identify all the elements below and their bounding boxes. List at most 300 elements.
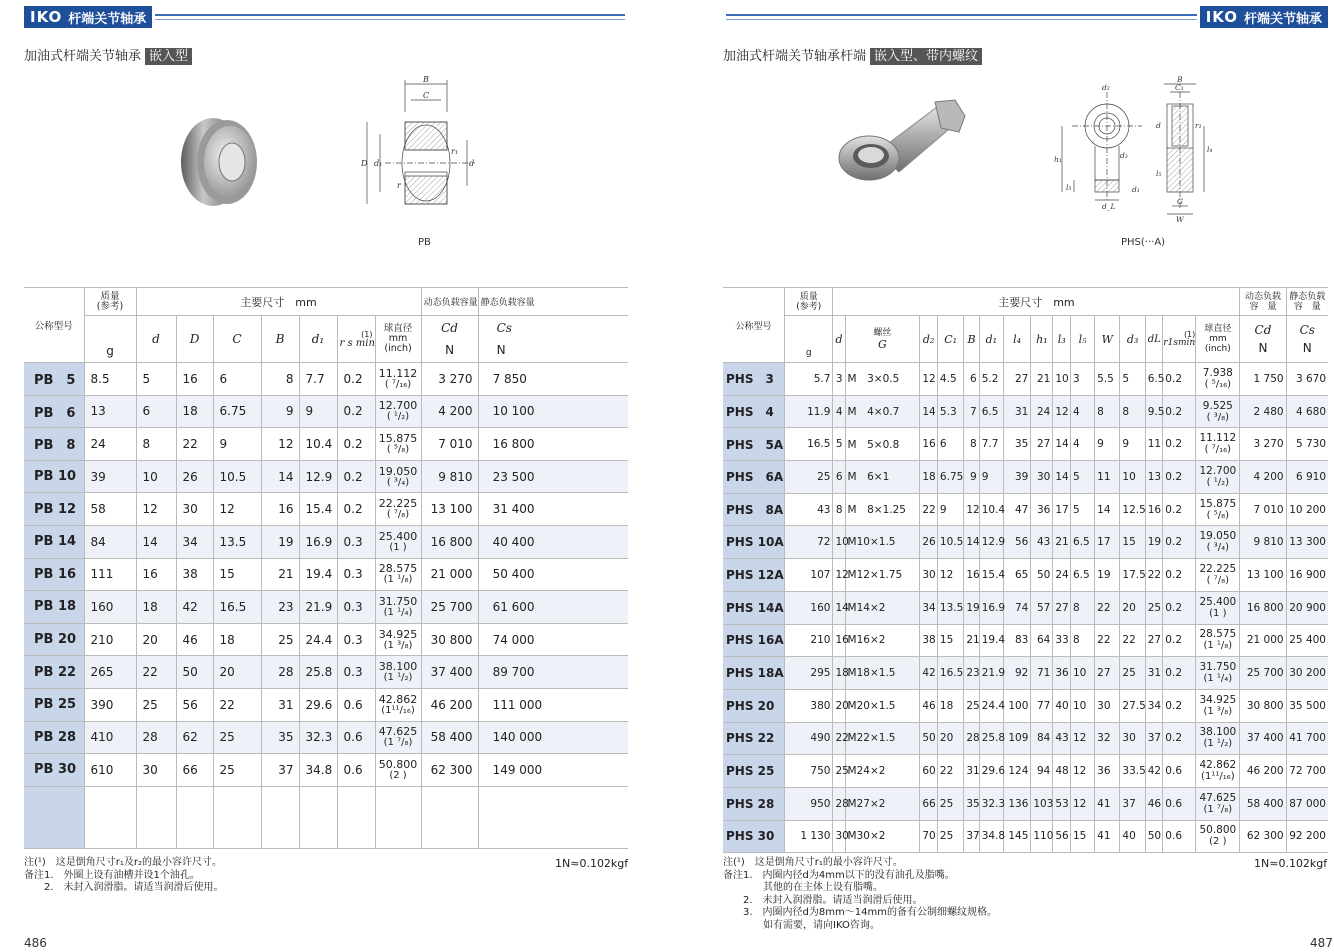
table-filler-row [24, 786, 628, 848]
cell-ball-diameter [1196, 787, 1240, 820]
cell-d: 6 [833, 461, 845, 494]
cell-cs: 31 400 [478, 493, 628, 526]
col-cs [478, 316, 628, 363]
cell-model: PHS 3 [723, 363, 785, 396]
cell-l3: 10 [1053, 363, 1071, 396]
cell-G: M14×2 [845, 591, 920, 624]
cell-D: 34 [176, 525, 213, 558]
page-number: 486 [24, 936, 47, 950]
cell-B: 31 [964, 755, 979, 788]
cell-d: 22 [833, 722, 845, 755]
cell-C: 18 [213, 623, 261, 656]
cell-C1: 5.3 [937, 395, 963, 428]
cell-h1: 110 [1031, 820, 1053, 853]
cell-d: 12 [136, 493, 176, 526]
cell-dL: 27 [1145, 624, 1163, 657]
table-row [24, 395, 628, 428]
col-cs [1286, 316, 1328, 363]
cell-model: PHS 28 [723, 787, 785, 820]
cell-d: 10 [136, 460, 176, 493]
cell-d2: 50 [920, 722, 938, 755]
label-d1: d₁ [1132, 185, 1140, 194]
cell-d1: 9 [299, 395, 337, 428]
ball-unit: mm [388, 333, 408, 344]
cell-W: 30 [1095, 689, 1120, 722]
cell-cs: 149 000 [478, 754, 628, 787]
cell-B: 7 [964, 395, 979, 428]
cell-d: 20 [833, 689, 845, 722]
ball-mm: 47.625 [1199, 791, 1237, 804]
col-B: B [964, 316, 979, 363]
table-row [723, 689, 1328, 722]
cell-mass: 210 [84, 623, 136, 656]
col-stat-load: 静态负载容量 [478, 288, 628, 316]
note-line: 注(¹) 这是倒角尺寸r₁及r₂的最小容许尺寸。 [24, 857, 223, 868]
cell-dL: 16 [1145, 493, 1163, 526]
cell-C1: 22 [937, 755, 963, 788]
cell-d: 30 [136, 754, 176, 787]
cell-cd: 46 200 [421, 688, 478, 721]
ball-inch: (1¹¹/₁₆) [381, 704, 415, 716]
col-h1: h₁ [1031, 316, 1053, 363]
cell-d3: 30 [1120, 722, 1145, 755]
ball-mm: 22.225 [378, 497, 418, 511]
cell-l5: 5 [1070, 461, 1094, 494]
cell-B: 19 [261, 525, 299, 558]
cell-W: 27 [1095, 657, 1120, 690]
cell-cs: 140 000 [478, 721, 628, 754]
cell-l3: 48 [1053, 755, 1071, 788]
label-dl: d_L [1102, 202, 1116, 211]
table-row [723, 591, 1328, 624]
cell-r: 0.2 [1163, 493, 1196, 526]
cell-C1: 4.5 [937, 363, 963, 396]
cell-mass: 72 [785, 526, 833, 559]
cell-dL: 50 [1145, 820, 1163, 853]
cs-label: Cs [1299, 323, 1315, 337]
cell-d3: 5 [1120, 363, 1145, 396]
cell-ball-diameter [375, 428, 421, 461]
cell-cs: 25 400 [1286, 624, 1328, 657]
cell-d: 18 [833, 657, 845, 690]
cell-h1: 43 [1031, 526, 1053, 559]
cell-model: PHS 18A [723, 657, 785, 690]
ball-inch: (inch) [384, 343, 412, 354]
ball-inch: (1 ⁷/₈) [1203, 803, 1233, 815]
cell-G: M22×1.5 [845, 722, 920, 755]
cell-l5: 10 [1070, 657, 1094, 690]
page-header [723, 6, 1328, 28]
cell-model: PHS 12A [723, 559, 785, 592]
table-row [24, 428, 628, 461]
figure-caption: PB [418, 237, 431, 248]
subtitle-tag: 嵌入型 [145, 48, 192, 65]
col-l5: l₅ [1070, 316, 1094, 363]
cell-C: 25 [213, 754, 261, 787]
col-C1: C₁ [937, 316, 963, 363]
cell-d3: 27.5 [1120, 689, 1145, 722]
cell-d: 16 [833, 624, 845, 657]
cell-d: 8 [136, 428, 176, 461]
cell-ball-diameter [375, 395, 421, 428]
cell-rs: 0.6 [337, 754, 375, 787]
col-D: D [176, 316, 213, 363]
cell-C: 9 [213, 428, 261, 461]
brand-box [1200, 6, 1328, 28]
cell-d: 28 [833, 787, 845, 820]
cell-l4: 74 [1003, 591, 1030, 624]
cell-cd: 4 200 [421, 395, 478, 428]
table-row [723, 559, 1328, 592]
note-line: 2. 未封入润滑脂。请适当润滑后使用。 [723, 894, 923, 906]
cell-rs: 0.2 [337, 428, 375, 461]
ball-inch: ( ³/₄) [386, 476, 410, 488]
cell-d: 12 [833, 559, 845, 592]
ball-inch: (2 ) [1209, 836, 1227, 848]
cell-cs: 30 200 [1286, 657, 1328, 690]
cell-C: 16.5 [213, 591, 261, 624]
cell-l4: 47 [1003, 493, 1030, 526]
cell-d1: 32.3 [979, 787, 1003, 820]
cell-W: 41 [1095, 787, 1120, 820]
cell-C1: 9 [937, 493, 963, 526]
cell-B: 9 [261, 395, 299, 428]
cell-cs: 10 100 [478, 395, 628, 428]
label-h1: h₁ [1054, 155, 1062, 164]
ball-unit: mm [1209, 334, 1227, 344]
cell-h1: 77 [1031, 689, 1053, 722]
cell-C1: 10.5 [937, 526, 963, 559]
cell-dL: 46 [1145, 787, 1163, 820]
phs-table-body [723, 363, 1328, 853]
cell-d3: 17.5 [1120, 559, 1145, 592]
cell-rs: 0.3 [337, 623, 375, 656]
cell-h1: 30 [1031, 461, 1053, 494]
ball-mm: 42.862 [1199, 759, 1237, 772]
cell-ball-diameter [1196, 461, 1240, 494]
empty-cell [478, 786, 628, 848]
ball-inch: ( ⁵/₁₆) [1204, 378, 1232, 390]
cell-mass: 210 [785, 624, 833, 657]
cell-d: 8 [833, 493, 845, 526]
cell-d: 5 [136, 363, 176, 396]
cell-r: 0.2 [1163, 657, 1196, 690]
col-ball [1196, 316, 1240, 363]
product-subtitle [723, 45, 982, 64]
cell-d: 16 [136, 558, 176, 591]
cell-ball-diameter [375, 558, 421, 591]
cell-C1: 16.5 [937, 657, 963, 690]
cell-model: PB 14 [24, 525, 84, 558]
header-rule [152, 6, 628, 28]
cell-ball-diameter [1196, 591, 1240, 624]
cell-dL: 6.5 [1145, 363, 1163, 396]
ball-inch: (1¹¹/₁₆) [1201, 771, 1235, 783]
ball-mm: 7.938 [1202, 366, 1233, 379]
ball-mm: 50.800 [378, 757, 418, 771]
cell-l5: 4 [1070, 395, 1094, 428]
cell-mass: 1 130 [785, 820, 833, 853]
cell-C: 13.5 [213, 525, 261, 558]
cell-cd: 16 800 [421, 525, 478, 558]
cell-d1: 10.4 [299, 428, 337, 461]
cell-mass: 490 [785, 722, 833, 755]
cell-h1: 57 [1031, 591, 1053, 624]
ball-mm: 12.700 [378, 399, 418, 413]
ball-inch: (1 ³/₈) [1203, 705, 1233, 717]
cell-l5: 12 [1070, 787, 1094, 820]
cell-d3: 33.5 [1120, 755, 1145, 788]
ball-inch: (inch) [1204, 344, 1231, 354]
cell-d3: 12.5 [1120, 493, 1145, 526]
table-row [723, 722, 1328, 755]
cell-l3: 53 [1053, 787, 1071, 820]
cell-mass: 24 [84, 428, 136, 461]
col-C: C [213, 316, 261, 363]
col-model: 公称型号 [24, 288, 84, 363]
col-B: B [261, 316, 299, 363]
cell-D: 66 [176, 754, 213, 787]
cell-C1: 6.75 [937, 461, 963, 494]
cell-r: 0.2 [1163, 624, 1196, 657]
cell-d2: 60 [920, 755, 938, 788]
cell-h1: 64 [1031, 624, 1053, 657]
cell-cs: 10 200 [1286, 493, 1328, 526]
cell-d2: 18 [920, 461, 938, 494]
cell-ball-diameter [375, 754, 421, 787]
ball-inch: ( ³/₈) [1206, 411, 1230, 423]
cell-cs: 4 680 [1286, 395, 1328, 428]
cell-C: 20 [213, 656, 261, 689]
cd-label: Cd [441, 321, 458, 335]
cell-B: 37 [964, 820, 979, 853]
cell-C1: 15 [937, 624, 963, 657]
cell-cd: 30 800 [421, 623, 478, 656]
empty-cell [84, 786, 136, 848]
cell-C1: 12 [937, 559, 963, 592]
cell-d2: 38 [920, 624, 938, 657]
bearing-photo [175, 112, 265, 212]
cs-unit: N [1302, 341, 1312, 355]
cell-d1: 25.8 [979, 722, 1003, 755]
figure-caption: PHS(···A) [1121, 237, 1166, 248]
cell-d2: 26 [920, 526, 938, 559]
cell-mass: 107 [785, 559, 833, 592]
cell-W: 17 [1095, 526, 1120, 559]
cell-ball-diameter [1196, 755, 1240, 788]
cell-B: 31 [261, 688, 299, 721]
cell-W: 41 [1095, 820, 1120, 853]
cell-mass: 43 [785, 493, 833, 526]
col-mass: 质量 (参考) [785, 288, 833, 316]
cell-l3: 40 [1053, 689, 1071, 722]
cell-d: 6 [136, 395, 176, 428]
table-row [24, 754, 628, 787]
cell-W: 36 [1095, 755, 1120, 788]
cell-h1: 94 [1031, 755, 1053, 788]
cell-B: 8 [964, 428, 979, 461]
ball-inch: ( ⁷/₁₆) [384, 378, 412, 390]
label-D: D [361, 159, 368, 168]
col-model: 公称型号 [723, 288, 785, 363]
empty-cell [299, 786, 337, 848]
page-header [24, 6, 628, 28]
cell-cd: 9 810 [1240, 526, 1286, 559]
label-W: W [1176, 215, 1184, 224]
cell-model: PB 22 [24, 656, 84, 689]
table-row [24, 656, 628, 689]
cell-B: 14 [964, 526, 979, 559]
cell-model: PHS 25 [723, 755, 785, 788]
ball-mm: 31.750 [1199, 661, 1237, 674]
cell-d1: 15.4 [299, 493, 337, 526]
cell-W: 32 [1095, 722, 1120, 755]
cell-d: 22 [136, 656, 176, 689]
cell-d1: 9 [979, 461, 1003, 494]
cell-C: 10.5 [213, 460, 261, 493]
cell-ball-diameter [1196, 722, 1240, 755]
cell-rs: 0.3 [337, 591, 375, 624]
cell-dL: 42 [1145, 755, 1163, 788]
cell-d1: 10.4 [979, 493, 1003, 526]
cell-d3: 20 [1120, 591, 1145, 624]
cell-model: PHS 20 [723, 689, 785, 722]
cell-model: PB 5 [24, 363, 84, 396]
cell-B: 21 [261, 558, 299, 591]
cell-cd: 16 800 [1240, 591, 1286, 624]
cell-B: 35 [261, 721, 299, 754]
cell-mass: 25 [785, 461, 833, 494]
unit-conversion: 1N≈0.102kgf [555, 857, 629, 870]
cell-r: 0.2 [1163, 363, 1196, 396]
cell-mass: 8.5 [84, 363, 136, 396]
ball-inch: ( ¹/₂) [386, 411, 410, 423]
cell-cd: 1 750 [1240, 363, 1286, 396]
cell-G: M20×1.5 [845, 689, 920, 722]
cell-d2: 14 [920, 395, 938, 428]
col-main-dims: 主要尺寸 mm [833, 288, 1240, 316]
cell-D: 38 [176, 558, 213, 591]
cell-G: M 6×1 [845, 461, 920, 494]
section-title: 杆端关节轴承 [68, 11, 147, 27]
brand-box [24, 6, 152, 28]
cell-cd: 7 010 [1240, 493, 1286, 526]
label-r: r [397, 181, 401, 190]
cell-W: 5.5 [1095, 363, 1120, 396]
cell-d: 4 [833, 395, 845, 428]
cell-ball-diameter [375, 721, 421, 754]
ball-inch: (1 ¹/₄) [1203, 673, 1233, 685]
thread-label: 螺丝 [873, 328, 892, 338]
cell-d2: 22 [920, 493, 938, 526]
cell-cs: 111 000 [478, 688, 628, 721]
cell-D: 18 [176, 395, 213, 428]
label-B: B [1177, 75, 1183, 84]
col-d1: d₁ [299, 316, 337, 363]
cell-d1: 7.7 [299, 363, 337, 396]
cell-h1: 24 [1031, 395, 1053, 428]
note-line: 2. 未封入润滑脂。请适当润滑后使用。 [24, 882, 224, 893]
iko-logo: IKO [1205, 8, 1238, 26]
cell-r: 0.2 [1163, 461, 1196, 494]
cell-h1: 27 [1031, 428, 1053, 461]
ball-inch: (1 ¹/₄) [383, 606, 413, 618]
ball-mm: 34.925 [378, 627, 418, 641]
cell-cs: 41 700 [1286, 722, 1328, 755]
cell-C: 12 [213, 493, 261, 526]
cell-ball-diameter [375, 493, 421, 526]
cell-d1: 24.4 [979, 689, 1003, 722]
cell-l4: 83 [1003, 624, 1030, 657]
cell-mass: 58 [84, 493, 136, 526]
cell-model: PB 18 [24, 591, 84, 624]
cell-d3: 15 [1120, 526, 1145, 559]
cell-d1: 7.7 [979, 428, 1003, 461]
cell-C: 22 [213, 688, 261, 721]
cell-cs: 3 670 [1286, 363, 1328, 396]
cell-B: 19 [964, 591, 979, 624]
cell-cd: 7 010 [421, 428, 478, 461]
cell-cd: 46 200 [1240, 755, 1286, 788]
cell-l3: 12 [1053, 395, 1071, 428]
ball-mm: 25.400 [378, 529, 418, 543]
cell-ball-diameter [1196, 559, 1240, 592]
cell-d: 25 [136, 688, 176, 721]
note-line: 其他的在主体上设有脂嘴。 [723, 882, 883, 893]
cell-d3: 10 [1120, 461, 1145, 494]
cell-mass: 410 [84, 721, 136, 754]
col-d2: d₂ [920, 316, 938, 363]
cell-d1: 12.9 [979, 526, 1003, 559]
table-row [723, 493, 1328, 526]
cell-d3: 9 [1120, 428, 1145, 461]
cell-B: 25 [964, 689, 979, 722]
empty-cell [176, 786, 213, 848]
cell-d3: 37 [1120, 787, 1145, 820]
cell-mass: 84 [84, 525, 136, 558]
empty-cell [421, 786, 478, 848]
label-B: B [423, 75, 429, 84]
cell-cs: 35 500 [1286, 689, 1328, 722]
cell-d: 30 [833, 820, 845, 853]
cell-C: 6.75 [213, 395, 261, 428]
col-G [845, 316, 920, 363]
cell-ball-diameter [1196, 493, 1240, 526]
cell-l5: 3 [1070, 363, 1094, 396]
cell-G: M 3×0.5 [845, 363, 920, 396]
cell-cs: 40 400 [478, 525, 628, 558]
cell-D: 22 [176, 428, 213, 461]
cell-r: 0.2 [1163, 559, 1196, 592]
cell-l3: 36 [1053, 657, 1071, 690]
cell-ball-diameter [375, 688, 421, 721]
cell-l3: 56 [1053, 820, 1071, 853]
cell-d1: 16.9 [299, 525, 337, 558]
cell-model: PHS 16A [723, 624, 785, 657]
cell-l4: 56 [1003, 526, 1030, 559]
col-main-dims: 主要尺寸 mm [136, 288, 421, 316]
cell-l3: 27 [1053, 591, 1071, 624]
cell-cd: 2 480 [1240, 395, 1286, 428]
cell-l5: 10 [1070, 689, 1094, 722]
cell-rs: 0.6 [337, 721, 375, 754]
cs-unit: N [496, 343, 506, 357]
cell-l3: 43 [1053, 722, 1071, 755]
cell-ball-diameter [1196, 363, 1240, 396]
cell-W: 8 [1095, 395, 1120, 428]
note-line: 备注1. 外圈上设有油槽并设1个油孔。 [24, 869, 200, 881]
col-cd [1240, 316, 1286, 363]
